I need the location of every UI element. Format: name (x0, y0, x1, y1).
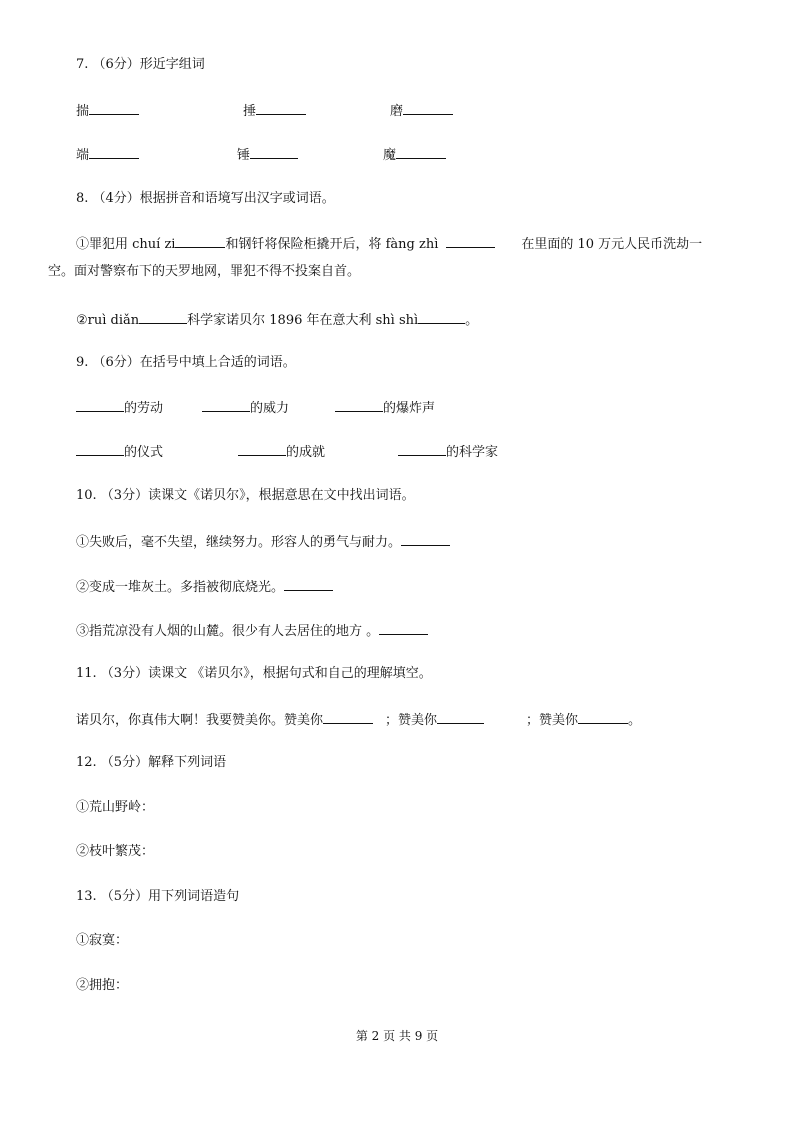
q7-item: 揣 (76, 101, 139, 121)
answer-blank[interactable] (379, 621, 428, 635)
q8-paragraph-1: ①罪犯用 chuí zi 和钢钎将保险柜撬开后，将 fàng zhì 在里面的 10 万元人民币洗劫一 (76, 234, 702, 254)
answer-blank[interactable] (284, 577, 333, 591)
answer-blank[interactable] (76, 442, 124, 456)
q13-title: 13. （5分）用下列词语造句 (76, 889, 240, 904)
q7-item: 魔 (383, 145, 446, 165)
answer-blank[interactable] (256, 101, 306, 115)
answer-blank[interactable] (139, 310, 187, 324)
answer-blank[interactable] (578, 710, 628, 724)
q9-item: 的爆炸声 (335, 398, 435, 418)
q9-item: 的仪式 (76, 442, 163, 462)
q9-item: 的威力 (202, 398, 289, 418)
q7-item: 磨 (390, 101, 453, 121)
q8-title: 8. （4分）根据拼音和语境写出汉字或词语。 (76, 191, 335, 206)
q9-title: 9. （6分）在括号中填上合适的词语。 (76, 355, 296, 370)
q7-title: 7. （6分）形近字组词 (76, 57, 205, 72)
q10-item: ③指荒凉没有人烟的山麓。很少有人去居住的地方 。 (76, 621, 428, 641)
answer-blank[interactable] (76, 398, 124, 412)
page-footer: 第 2 页 共 9 页 (355, 1029, 439, 1043)
answer-blank[interactable] (238, 442, 286, 456)
answer-blank[interactable] (202, 398, 250, 412)
q11-title: 11. （3分）读课文 《诺贝尔》，根据句式和自己的理解填空。 (76, 666, 432, 681)
answer-blank[interactable] (418, 310, 465, 324)
q8-paragraph-1-cont: 空。面对警察布下的天罗地网，罪犯不得不投案自首。 (48, 264, 361, 279)
answer-blank[interactable] (446, 234, 495, 248)
q7-item: 锤 (237, 145, 298, 165)
answer-blank[interactable] (89, 145, 139, 159)
q11-sentence: 诺贝尔，你真伟大啊！我要赞美你。赞美你 ；赞美你 ；赞美你 。 (76, 710, 641, 730)
q13-item: ①寂寞： (76, 933, 129, 948)
q13-item: ②拥抱： (76, 978, 129, 993)
q9-item: 的成就 (238, 442, 325, 462)
q8-paragraph-2: ②ruì diǎn 科学家诺贝尔 1896 年在意大利 shì shì 。 (76, 310, 478, 330)
q12-item: ②枝叶繁茂： (76, 844, 155, 859)
q7-item: 捶 (243, 101, 306, 121)
answer-blank[interactable] (403, 101, 453, 115)
answer-blank[interactable] (250, 145, 298, 159)
answer-blank[interactable] (437, 710, 484, 724)
q10-item: ②变成一堆灰土。多指被彻底烧光。 (76, 577, 333, 597)
answer-blank[interactable] (401, 532, 450, 546)
q9-item: 的劳动 (76, 398, 163, 418)
q12-title: 12. （5分）解释下列词语 (76, 755, 227, 770)
answer-blank[interactable] (89, 101, 139, 115)
q10-item: ①失败后，毫不失望，继续努力。形容人的勇气与耐力。 (76, 532, 450, 552)
answer-blank[interactable] (398, 442, 446, 456)
q10-title: 10. （3分）读课文《诺贝尔》，根据意思在文中找出词语。 (76, 488, 415, 503)
answer-blank[interactable] (323, 710, 373, 724)
answer-blank[interactable] (335, 398, 383, 412)
answer-blank[interactable] (396, 145, 446, 159)
answer-blank[interactable] (175, 234, 225, 248)
q12-item: ①荒山野岭： (76, 800, 155, 815)
q9-item: 的科学家 (398, 442, 498, 462)
q7-item: 端 (76, 145, 139, 165)
